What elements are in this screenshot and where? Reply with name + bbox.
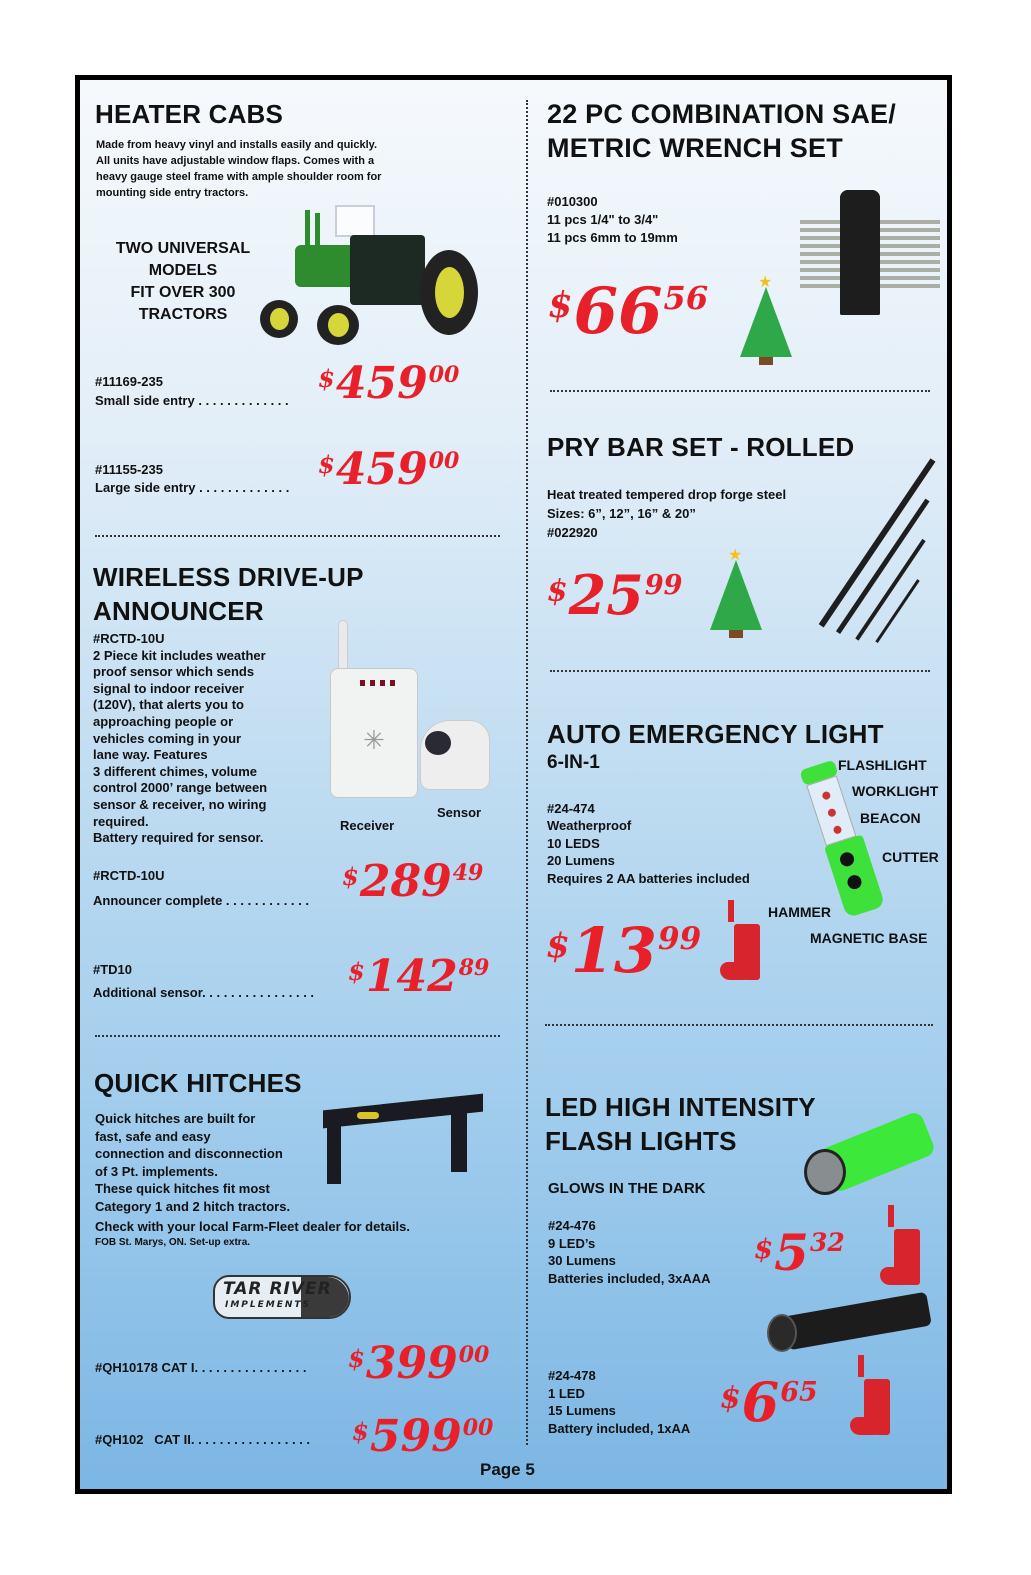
green-flashlight-image — [802, 1115, 932, 1195]
section-divider — [545, 1024, 933, 1026]
flash-lights-title: LED HIGH INTENSITY FLASH LIGHTS — [545, 1092, 816, 1156]
flyer-page — [75, 75, 952, 1494]
pry-bar-title: PRY BAR SET - ROLLED — [547, 432, 855, 462]
item-name-line: Announcer complete . . . . . . . . . . . . — [93, 893, 309, 908]
sku: #11169-235 — [95, 374, 163, 389]
price-large-side-entry: $^{\$}459^{00}$ — [318, 444, 460, 495]
feature-beacon: BEACON — [860, 810, 921, 826]
item-name-line: Additional sensor. . . . . . . . . . . . . . . . — [93, 985, 315, 1000]
heater-cab-cover — [350, 235, 425, 305]
stocking-icon — [850, 1355, 900, 1450]
tractor-image — [255, 205, 480, 340]
price-pry-bar: $^{\$}25^{99}$ — [547, 563, 683, 627]
sensor-label: Sensor — [437, 805, 482, 820]
emergency-light-subtitle: 6-IN-1 — [547, 752, 600, 773]
price-qh10178: $^{\$}399^{00}$ — [348, 1338, 490, 1389]
price-emergency-light: $^{\$}13^{99}$ — [546, 914, 702, 987]
price-qh102: $^{\$}599^{00}$ — [352, 1411, 494, 1462]
price-additional-sensor: $^{\$}142^{89}$ — [348, 951, 490, 1002]
column-divider — [526, 100, 528, 1445]
price-flash-light-24-478: $^{\$}6^{65}$ — [720, 1370, 818, 1434]
price-small-side-entry: $^{\$}459^{00}$ — [318, 358, 460, 409]
item-line-qh10178: #QH10178 CAT I. . . . . . . . . . . . . . . . — [95, 1360, 307, 1375]
emergency-light-title: AUTO EMERGENCY LIGHT — [547, 719, 884, 749]
heater-cabs-description: Made from heavy vinyl and installs easily and quickly. All units have adjustable window flaps. Comes with a heavy gauge steel frame with ample shoulder room for mounting side entry tractors. — [96, 139, 382, 199]
sku: #RCTD-10U — [93, 868, 165, 883]
quick-hitches-description: Quick hitches are built for fast, safe and easy connection and disconnection of 3 Pt. implements. These quick hitches fit most Category 1 and 2 hitch tractors. — [95, 1111, 291, 1214]
section-divider — [95, 535, 500, 537]
cab-window — [335, 205, 375, 237]
section-divider — [550, 390, 930, 392]
pry-bar-set-image — [810, 455, 940, 640]
sensor-image — [420, 720, 490, 790]
dealer-note: Check with your local Farm-Fleet dealer for details. — [95, 1219, 410, 1234]
item-line-qh102: #QH102 CAT II. . . . . . . . . . . . . . . . . — [95, 1432, 311, 1447]
christmas-tree-icon: ★ — [738, 275, 794, 360]
glows-in-dark-tagline: GLOWS IN THE DARK — [548, 1180, 706, 1197]
section-divider — [95, 1035, 500, 1037]
stocking-icon — [720, 900, 770, 990]
quick-hitches-title: QUICK HITCHES — [94, 1068, 302, 1098]
sku: #TD10 — [93, 962, 133, 977]
heater-cabs-callout: TWO UNIVERSAL MODELS FIT OVER 300 TRACTORS — [115, 240, 251, 323]
black-flashlight-image — [765, 1292, 930, 1352]
fob-note: FOB St. Marys, ON. Set-up extra. — [95, 1237, 251, 1248]
receiver-image: ✳ — [330, 620, 420, 805]
emergency-light-details: #24-474 Weatherproof 10 LEDS 20 Lumens Requires 2 AA batteries included — [547, 801, 750, 886]
wrench-set-image — [800, 190, 940, 320]
sku: #11155-235 — [95, 462, 163, 477]
feature-cutter: CUTTER — [882, 849, 939, 865]
emergency-light-image — [792, 755, 899, 926]
price-announcer-complete: $^{\$}289^{49}$ — [342, 856, 484, 907]
wrench-set-title: 22 PC COMBINATION SAE/ METRIC WRENCH SET — [547, 99, 896, 163]
pry-bar-details: Heat treated tempered drop forge steel Sizes: 6”, 12”, 16” & 20” #022920 — [547, 487, 787, 540]
item-name-line: Large side entry . . . . . . . . . . . . . — [95, 480, 290, 495]
feature-flashlight: FLASHLIGHT — [838, 757, 927, 773]
price-flash-light-24-476: $^{\$}5^{32}$ — [754, 1223, 845, 1282]
tar-river-logo: TAR RIVER IMPLEMENTS — [213, 1275, 351, 1319]
heater-cabs-title: HEATER CABS — [95, 99, 284, 129]
feature-worklight: WORKLIGHT — [852, 783, 939, 799]
feature-magnetic-base: MAGNETIC BASE — [810, 930, 928, 946]
flash-light-1-details: #24-476 9 LED’s 30 Lumens Batteries included, 3xAAA — [548, 1218, 711, 1286]
wrench-set-details: #010300 11 pcs 1/4" to 3/4" 11 pcs 6mm to 19mm — [547, 194, 678, 245]
stocking-icon — [880, 1205, 930, 1300]
quick-hitch-image — [323, 1088, 488, 1188]
christmas-tree-icon: ★ — [708, 548, 764, 633]
page-number: Page 5 — [480, 1460, 535, 1479]
section-divider — [550, 670, 930, 672]
receiver-label: Receiver — [340, 818, 395, 833]
announcer-description: #RCTD-10U 2 Piece kit includes weather proof sensor which sends signal to indoor receiver (120V), that alerts you to approaching people or vehicles coming in your lane way. Features 3 different chimes, volume control 2000’ range between sensor & receiver, no wiring required. Battery required for sensor. — [93, 631, 268, 846]
feature-hammer: HAMMER — [768, 904, 831, 920]
announcer-title: WIRELESS DRIVE-UP ANNOUNCER — [93, 562, 364, 626]
price-wrench-set: $^{\$}66^{56}$ — [548, 274, 709, 349]
item-name-line: Small side entry . . . . . . . . . . . . . — [95, 393, 289, 408]
flash-light-2-details: #24-478 1 LED 15 Lumens Battery included, 1xAA — [548, 1368, 691, 1436]
